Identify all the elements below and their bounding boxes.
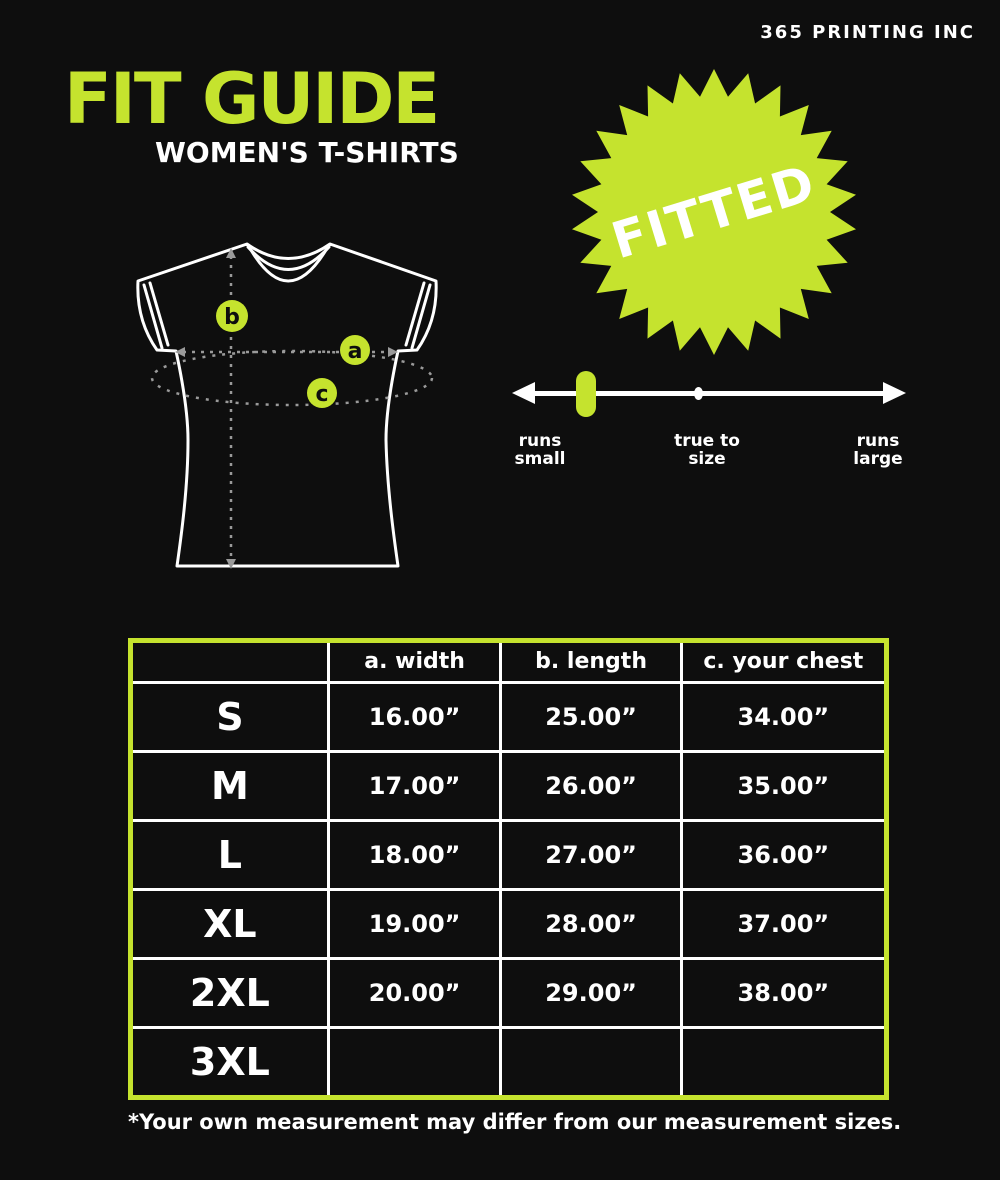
header-length: b. length xyxy=(501,643,681,682)
size-label: 2XL xyxy=(133,959,328,1028)
chest-value xyxy=(681,1028,884,1095)
scale-label-true-to-size: true to size xyxy=(674,431,740,469)
fit-scale-right-arrow-icon xyxy=(883,382,906,404)
width-value: 16.00” xyxy=(328,682,501,751)
marker-b-length xyxy=(216,300,248,332)
size-label: L xyxy=(133,820,328,889)
fit-scale-left-arrow-icon xyxy=(512,382,535,404)
header-chest: c. your chest xyxy=(681,643,884,682)
table-row-l xyxy=(133,820,884,889)
size-label: XL xyxy=(133,890,328,959)
width-value xyxy=(328,1028,501,1095)
length-value: 29.00” xyxy=(501,959,681,1028)
length-value: 27.00” xyxy=(501,820,681,889)
chest-value: 38.00” xyxy=(681,959,884,1028)
table-row-xl xyxy=(133,890,884,959)
header-blank xyxy=(133,643,328,682)
badge-label: FITTED xyxy=(605,153,823,271)
page-title: FIT GUIDE xyxy=(64,58,439,140)
chest-value: 37.00” xyxy=(681,890,884,959)
fit-scale-center-dot xyxy=(694,387,703,400)
scale-label-runs-small: runs small xyxy=(514,431,566,469)
table-row-s xyxy=(133,682,884,751)
length-value: 26.00” xyxy=(501,751,681,820)
chest-value: 34.00” xyxy=(681,682,884,751)
svg-text:a: a xyxy=(347,339,363,364)
length-value: 28.00” xyxy=(501,890,681,959)
size-label: M xyxy=(133,751,328,820)
size-table xyxy=(133,643,884,1095)
brand-name: 365 PRINTING INC xyxy=(760,22,975,43)
page-subtitle: WOMEN'S T-SHIRTS xyxy=(155,136,459,169)
chest-value: 36.00” xyxy=(681,820,884,889)
marker-c-chest xyxy=(307,378,337,408)
table-row-3xl xyxy=(133,1028,884,1095)
size-label: 3XL xyxy=(133,1028,328,1095)
size-label: S xyxy=(133,682,328,751)
svg-text:c: c xyxy=(315,382,329,407)
diagram-markers xyxy=(216,300,370,408)
width-value: 20.00” xyxy=(328,959,501,1028)
header-width: a. width xyxy=(328,643,501,682)
length-value xyxy=(501,1028,681,1095)
width-value: 17.00” xyxy=(328,751,501,820)
chest-value: 35.00” xyxy=(681,751,884,820)
table-row-2xl xyxy=(133,959,884,1028)
tshirt-diagram xyxy=(115,228,471,588)
svg-text:b: b xyxy=(224,305,240,330)
table-row-m xyxy=(133,751,884,820)
size-table-header-row xyxy=(133,643,884,682)
size-table-container xyxy=(128,638,889,1100)
measurement-arrowheads xyxy=(175,248,398,569)
fit-scale-marker xyxy=(576,371,596,417)
width-value: 19.00” xyxy=(328,890,501,959)
length-value: 25.00” xyxy=(501,682,681,751)
measurement-disclaimer: *Your own measurement may differ from our measurement sizes. xyxy=(128,1110,902,1134)
width-value: 18.00” xyxy=(328,820,501,889)
scale-label-runs-large: runs large xyxy=(853,431,903,469)
marker-a-width xyxy=(340,335,370,365)
